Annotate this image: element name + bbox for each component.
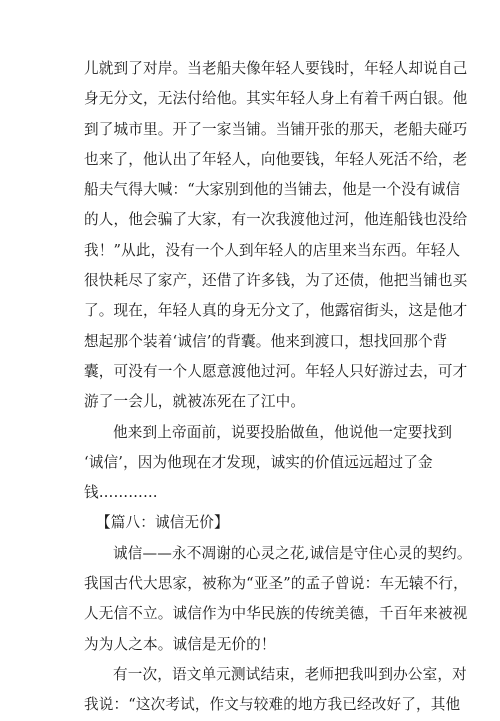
text-line: 船夫气得大喊：“大家别到他的当铺去，他是一个没有诚信	[84, 181, 461, 199]
text-line: 很快耗尽了家产，还借了许多钱，为了还债，他把当铺也买	[84, 272, 468, 290]
text-line: 儿就到了对岸。当老船夫像年轻人要钱时，年轻人却说自己	[84, 60, 468, 77]
text-line: 我国古代大思家，被称为“亚圣”的孟子曾说：车无辕不行，	[84, 575, 468, 593]
text-line: 了。现在，年轻人真的身无分文了，他露宿街头，这是他才	[84, 302, 468, 320]
text-line: 囊，可没有一个人愿意渡他过河。年轻人只好游过去，可才	[84, 362, 468, 380]
text-line: 游了一会儿，就被冻死在了江中。	[84, 393, 306, 411]
text-line: ‘诚信’，因为他现在才发现，诚实的价值远远超过了金	[84, 453, 433, 471]
paragraph-first-line: 有一次，语文单元测试结束，老师把我叫到办公室，对	[113, 665, 467, 683]
text-line: 的人，他会骗了大家，有一次我渡他过河，他连船钱也没给	[84, 211, 468, 229]
section-heading: 【篇八：诚信无价】	[96, 514, 229, 532]
paragraph-first-line: 诚信——永不凋谢的心灵之花,诚信是守住心灵的契约。	[113, 544, 472, 562]
paragraph-first-line: 他来到上帝面前，说要投胎做鱼，他说他一定要找到	[113, 423, 453, 441]
text-line: 我说：“这次考试，作文与较难的地方我已经改好了，其他	[84, 696, 461, 714]
text-line: 我！”从此，没有一个人到年轻人的店里来当东西。年轻人	[84, 241, 461, 259]
text-line: 钱…………	[84, 484, 158, 502]
text-line: 到了城市里。开了一家当铺。当铺开张的那天，老船夫碰巧	[84, 120, 468, 138]
document-page	[84, 54, 472, 721]
text-line: 人无信不立。诚信作为中华民族的传统美德，千百年来被视	[84, 605, 468, 623]
text-line: 想起那个装着‘诚信’的背囊。他来到渡口，想找回那个背	[84, 332, 448, 350]
text-line: 为为人之本。诚信是无价的！	[84, 635, 276, 653]
text-line: 也来了，他认出了年轻人，向他要钱，年轻人死活不给，老	[84, 150, 468, 168]
text-line: 身无分文，无法付给他。其实年轻人身上有着千两白银。他	[84, 90, 468, 108]
